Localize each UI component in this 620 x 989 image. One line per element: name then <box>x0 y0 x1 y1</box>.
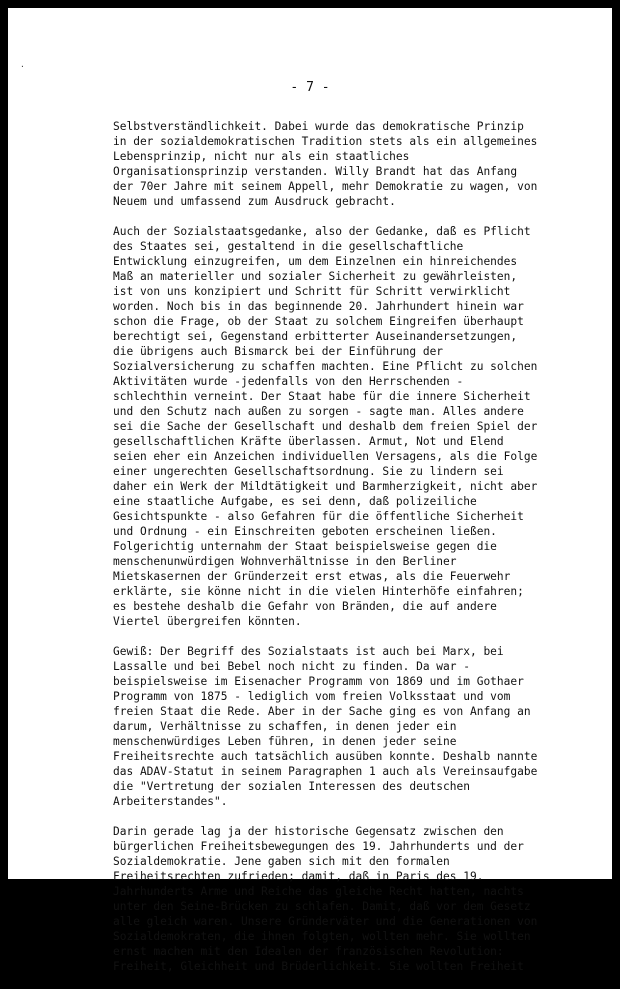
page-number: - 7 - <box>290 80 330 95</box>
text-line: schon die Frage, ob der Staat zu solchem Eingreifen überhaupt <box>113 315 524 328</box>
text-line: Mietskasernen der Gründerzeit erst etwas, als die Feuerwehr <box>113 570 511 583</box>
text-line: unter den Seine-Brücken zu schlafen. Damit, daß vor dem Gesetz <box>113 900 531 913</box>
text-line: Maß an materieller und sozialer Sicherheit zu gewährleisten, <box>113 270 518 283</box>
text-line: die übrigens auch Bismarck bei der Einführung der <box>113 345 444 358</box>
text-line: daher ein Werk der Mildtätigkeit und Barmherzigkeit, nicht aber <box>113 480 538 493</box>
text-line: alle gleich waren. Unsere Gründerväter und die Generationen von <box>113 915 538 928</box>
text-line: Sozialdemokratie. Jene gaben sich mit den formalen <box>113 855 450 868</box>
text-line: eine staatliche Aufgabe, es sei denn, daß polizeiliche <box>113 495 477 508</box>
text-line: und den Schutz nach außen zu sorgen - sagte man. Alles andere <box>113 405 524 418</box>
text-line: Programm von 1875 - lediglich vom freien Volksstaat und vom <box>113 690 511 703</box>
paragraph <box>113 224 613 629</box>
text-line: seien eher ein Anzeichen individuellen Versagens, als die Folge <box>113 450 538 463</box>
text-line: darum, Verhältnisse zu schaffen, in denen jeder ein <box>113 720 457 733</box>
text-line: Folgerichtig unternahm der Staat beispielsweise gegen die <box>113 540 497 553</box>
text-line: das ADAV-Statut in seinem Paragraphen 1 auch als Vereinsaufgabe <box>113 765 538 778</box>
text-line: menschenunwürdigen Wohnverhältnisse in den Berliner <box>113 555 457 568</box>
text-line: Freiheitsrechte auch tatsächlich ausüben konnte. Deshalb nannte <box>113 750 538 763</box>
text-line: menschenwürdiges Leben führen, in denen jeder seine <box>113 735 457 748</box>
text-line: Freiheitsrechten zufrieden; damit, daß in Paris des 19. <box>113 870 484 883</box>
text-line: einer ungerechten Gesellschaftsordnung. Sie zu lindern sei <box>113 465 504 478</box>
text-line: ernst machen mit den Idealen der französischen Revolution: <box>113 945 504 958</box>
paragraph <box>113 119 613 209</box>
text-line: schlechthin verneint. Der Staat habe für die innere Sicherheit <box>113 390 531 403</box>
text-line: Lassalle und bei Bebel noch nicht zu finden. Da war - <box>113 660 470 673</box>
text-line: Gesichtspunkte - also Gefahren für die öffentliche Sicherheit <box>113 510 524 523</box>
text-line: sei die Sache der Gesellschaft und deshalb dem freien Spiel der <box>113 420 538 433</box>
scan-speck: · <box>20 62 25 71</box>
text-line: Sozialversicherung zu schaffen machten. Eine Pflicht zu solchen <box>113 360 538 373</box>
text-line: Organisationsprinzip verstanden. Willy Brandt hat das Anfang <box>113 165 518 178</box>
text-line: Neuem und umfassend zum Ausdruck gebracht. <box>113 195 396 208</box>
paragraph <box>113 824 613 974</box>
text-line: berechtigt sei, Gegenstand erbitterter Auseinandersetzungen, <box>113 330 518 343</box>
text-line: Lebensprinzip, nicht nur als ein staatliches <box>113 150 410 163</box>
text-line: Gewiß: Der Begriff des Sozialstaats ist auch bei Marx, bei <box>113 645 504 658</box>
text-line: Aktivitäten wurde -jedenfalls von den Herrschenden - <box>113 375 464 388</box>
document-body <box>113 119 613 989</box>
text-line: bürgerlichen Freiheitsbewegungen des 19. Jahrhunderts und der <box>113 840 524 853</box>
text-line: worden. Noch bis in das beginnende 20. Jahrhundert hinein war <box>113 300 524 313</box>
text-line: Selbstverständlichkeit. Dabei wurde das demokratische Prinzip <box>113 120 524 133</box>
text-line: die "Vertretung der sozialen Interessen des deutschen <box>113 780 470 793</box>
text-line: Darin gerade lag ja der historische Gegensatz zwischen den <box>113 825 504 838</box>
text-line: beispielsweise im Eisenacher Programm von 1869 und im Gothaer <box>113 675 524 688</box>
text-line: Jahrhunderts Arme und Reiche das gleiche Recht hatten, nachts <box>113 885 524 898</box>
text-line: Arbeiterstandes". <box>113 795 228 808</box>
text-line: der 70er Jahre mit seinem Appell, mehr Demokratie zu wagen, von <box>113 180 538 193</box>
text-line: und Ordnung - ein Einschreiten geboten erscheinen ließen. <box>113 525 497 538</box>
text-line: erklärte, sie könne nicht in die vielen Hinterhöfe einfahren; <box>113 585 524 598</box>
text-line: freien Staat die Rede. Aber in der Sache ging es von Anfang an <box>113 705 531 718</box>
text-line: in der sozialdemokratischen Tradition stets als ein allgemeines <box>113 135 538 148</box>
text-line: des Staates sei, gestaltend in die gesellschaftliche <box>113 240 464 253</box>
text-line: es bestehe deshalb die Gefahr von Bränden, die auf andere <box>113 600 497 613</box>
text-line: Freiheit, Gleichheit und Brüderlichkeit. Sie wollten Freiheit <box>113 960 524 973</box>
paragraph <box>113 644 613 809</box>
text-line: gesellschaftlichen Kräfte überlassen. Armut, Not und Elend <box>113 435 504 448</box>
text-line: Entwicklung einzugreifen, um dem Einzelnen ein hinreichendes <box>113 255 518 268</box>
text-line: ist von uns konzipiert und Schritt für Schritt verwirklicht <box>113 285 511 298</box>
text-line: Viertel übergreifen könnten. <box>113 615 302 628</box>
text-line: Sozialdemokraten, die ihnen folgten, wollten mehr. Sie wollten <box>113 930 531 943</box>
text-line: Auch der Sozialstaatsgedanke, also der Gedanke, daß es Pflicht <box>113 225 531 238</box>
